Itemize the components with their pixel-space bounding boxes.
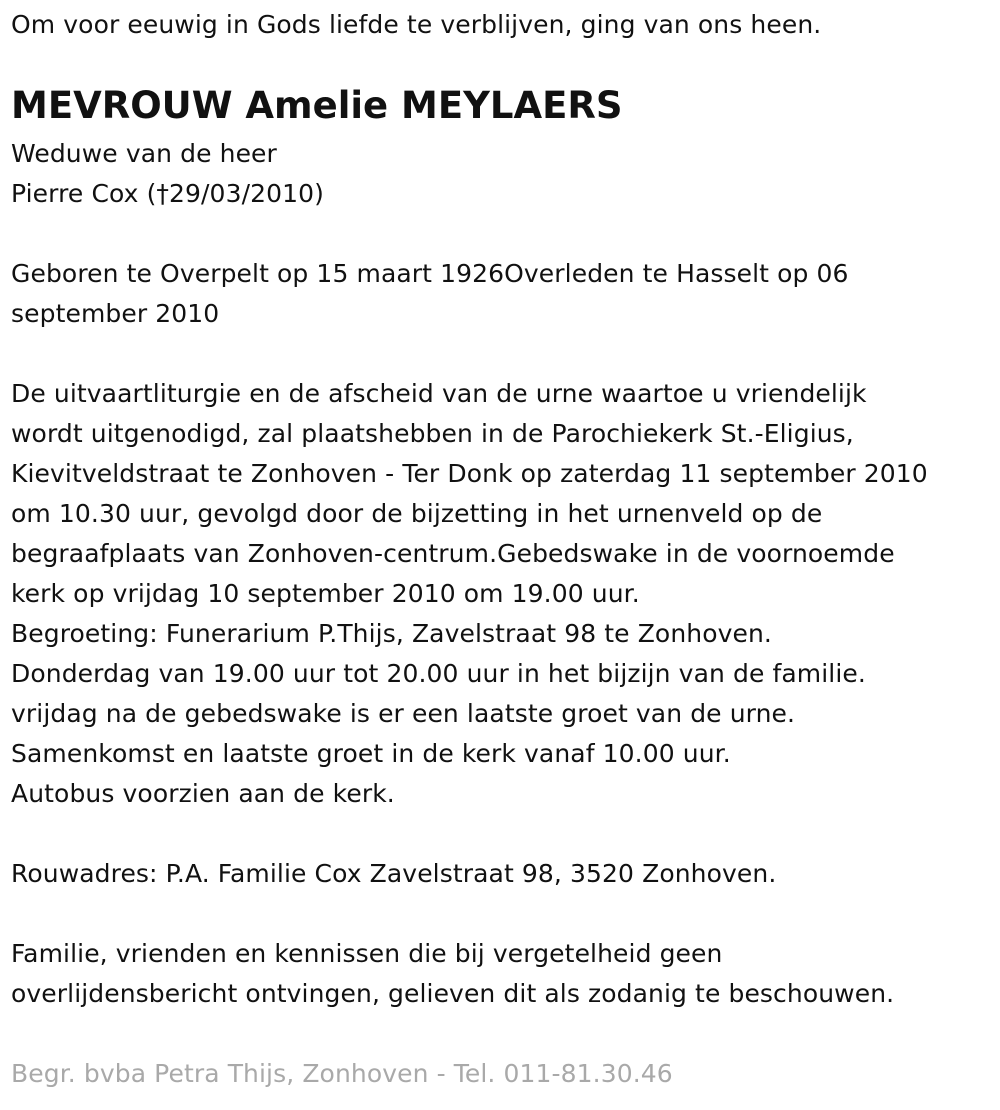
widow-line: Weduwe van de heer (11, 139, 277, 168)
mourning-address-block (11, 854, 776, 894)
family-note-line: overlijdensbericht ontvingen, gelieven dit als zodanig te beschouwen. (11, 979, 895, 1008)
birth-death-line: september 2010 (11, 299, 220, 328)
service-line: Samenkomst en laatste groet in de kerk vanaf 10.00 uur. (11, 739, 731, 768)
birth-death-line: Geboren te Overpelt op 15 maart 1926Overleden te Hasselt op 06 (11, 259, 849, 288)
family-note-line: Familie, vrienden en kennissen die bij vergetelheid geen (11, 939, 723, 968)
service-line: Begroeting: Funerarium P.Thijs, Zavelstraat 98 te Zonhoven. (11, 619, 772, 648)
deceased-name: MEVROUW Amelie MEYLAERS (11, 84, 623, 127)
birth-death-block (11, 254, 849, 334)
service-line: Donderdag van 19.00 uur tot 20.00 uur in het bijzijn van de familie. (11, 659, 866, 688)
family-note-block (11, 934, 894, 1014)
mourning-address: Rouwadres: P.A. Familie Cox Zavelstraat 98, 3520 Zonhoven. (11, 859, 777, 888)
service-line: om 10.30 uur, gevolgd door de bijzetting in het urnenveld op de (11, 499, 823, 528)
service-line: begraafplaats van Zonhoven-centrum.Gebedswake in de voornoemde (11, 539, 895, 568)
widow-line: Pierre Cox (†29/03/2010) (11, 179, 324, 208)
service-line: De uitvaartliturgie en de afscheid van de urne waartoe u vriendelijk (11, 379, 867, 408)
service-details-block (11, 374, 928, 814)
funeral-home-footer: Begr. bvba Petra Thijs, Zonhoven - Tel. 011-81.30.46 (11, 1059, 673, 1088)
service-line: Autobus voorzien aan de kerk. (11, 779, 395, 808)
service-line: vrijdag na de gebedswake is er een laatste groet van de urne. (11, 699, 796, 728)
widow-block (11, 134, 324, 214)
service-line: kerk op vrijdag 10 september 2010 om 19.00 uur. (11, 579, 640, 608)
intro-text: Om voor eeuwig in Gods liefde te verblijven, ging van ons heen. (11, 10, 822, 39)
service-line: Kievitveldstraat te Zonhoven - Ter Donk op zaterdag 11 september 2010 (11, 459, 928, 488)
service-line: wordt uitgenodigd, zal plaatshebben in de Parochiekerk St.-Eligius, (11, 419, 854, 448)
